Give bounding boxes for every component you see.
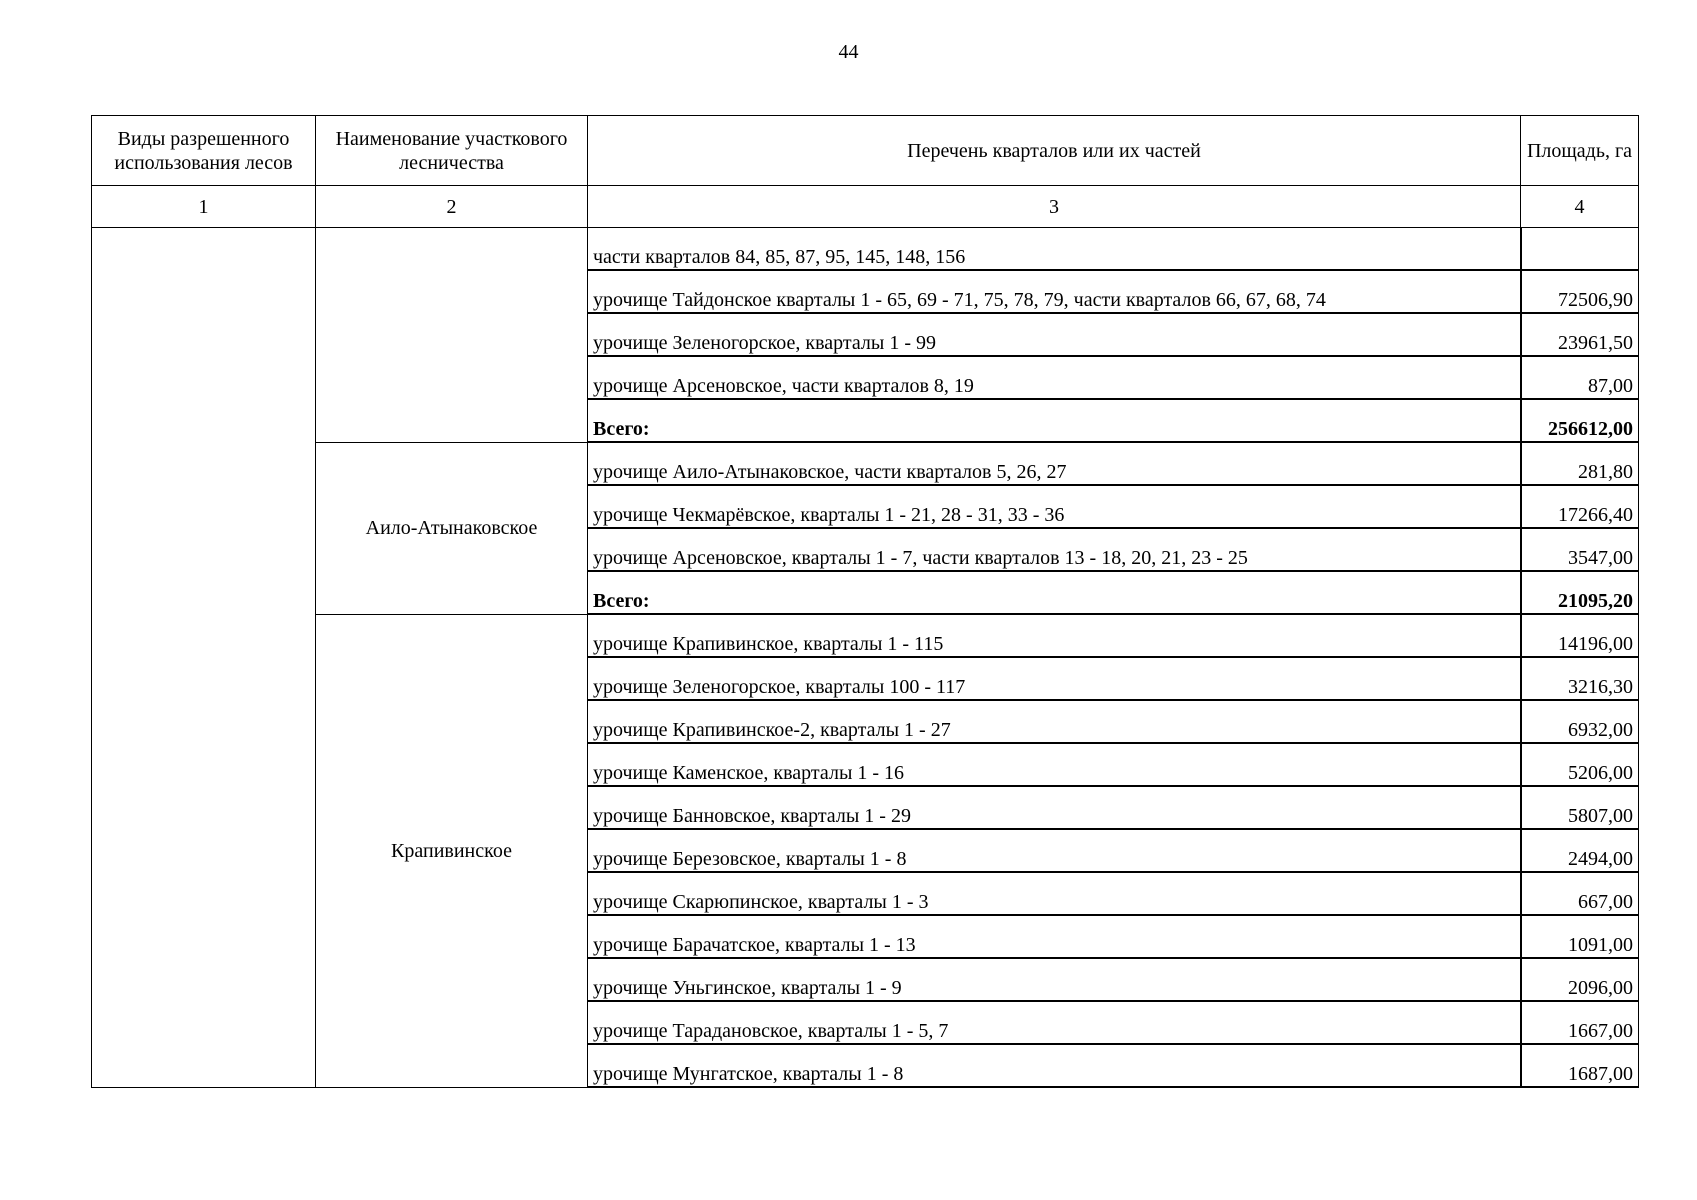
column-number: 1 (92, 186, 316, 228)
quarters-cell: урочище Барачатское, кварталы 1 - 13 (588, 915, 1521, 958)
area-cell: 1687,00 (1521, 1044, 1639, 1087)
area-cell: 281,80 (1521, 442, 1639, 485)
quarters-cell: урочище Крапивинское, кварталы 1 - 115 (588, 614, 1521, 657)
usage-type-cell (92, 228, 316, 1088)
area-cell: 5807,00 (1521, 786, 1639, 829)
quarters-cell: урочище Зеленогорское, кварталы 1 - 99 (588, 313, 1521, 356)
forestry-name-cell: Аило-Атынаковское (316, 442, 588, 614)
area-cell: 1091,00 (1521, 915, 1639, 958)
quarters-cell: урочище Аило-Атынаковское, части кварталов 5, 26, 27 (588, 442, 1521, 485)
area-cell: 72506,90 (1521, 270, 1639, 313)
column-number: 4 (1521, 186, 1639, 228)
forestry-name-cell (316, 228, 588, 443)
quarters-cell: урочище Арсеновское, части кварталов 8, 19 (588, 356, 1521, 399)
table-row (92, 614, 1639, 657)
area-cell: 6932,00 (1521, 700, 1639, 743)
quarters-cell: урочище Березовское, кварталы 1 - 8 (588, 829, 1521, 872)
area-cell: 17266,40 (1521, 485, 1639, 528)
total-area: 256612,00 (1521, 399, 1639, 442)
quarters-cell: урочище Чекмарёвское, кварталы 1 - 21, 28 - 31, 33 - 36 (588, 485, 1521, 528)
header-usage-type: Виды разрешенного использования лесов (92, 116, 316, 186)
area-cell: 1667,00 (1521, 1001, 1639, 1044)
quarters-cell: урочище Мунгатское, кварталы 1 - 8 (588, 1044, 1521, 1087)
column-number: 3 (588, 186, 1521, 228)
header-forestry-name: Наименование участкового лесничества (316, 116, 588, 186)
quarters-cell: части кварталов 84, 85, 87, 95, 145, 148, 156 (588, 228, 1521, 271)
quarters-cell: урочище Зеленогорское, кварталы 100 - 117 (588, 657, 1521, 700)
area-cell: 667,00 (1521, 872, 1639, 915)
area-cell: 5206,00 (1521, 743, 1639, 786)
page-number: 44 (838, 41, 859, 63)
quarters-cell: урочище Банновское, кварталы 1 - 29 (588, 786, 1521, 829)
area-cell: 87,00 (1521, 356, 1639, 399)
quarters-cell: урочище Тарадановское, кварталы 1 - 5, 7 (588, 1001, 1521, 1044)
area-cell: 2096,00 (1521, 958, 1639, 1001)
header-quarters-list: Перечень кварталов или их частей (588, 116, 1521, 186)
column-number-row (92, 186, 1639, 228)
quarters-cell: урочище Уньгинское, кварталы 1 - 9 (588, 958, 1521, 1001)
area-cell: 23961,50 (1521, 313, 1639, 356)
quarters-cell: урочище Тайдонское кварталы 1 - 65, 69 - 71, 75, 78, 79, части кварталов 66, 67, 68, 74 (588, 270, 1521, 313)
table-row (92, 228, 1639, 271)
area-cell: 3216,30 (1521, 657, 1639, 700)
area-cell: 14196,00 (1521, 614, 1639, 657)
total-label: Всего: (588, 571, 1521, 614)
area-cell (1521, 228, 1639, 271)
table-row (92, 442, 1639, 485)
total-area: 21095,20 (1521, 571, 1639, 614)
header-area: Площадь, га (1521, 116, 1639, 186)
table-header-row (92, 116, 1639, 186)
quarters-cell: урочище Арсеновское, кварталы 1 - 7, части кварталов 13 - 18, 20, 21, 23 - 25 (588, 528, 1521, 571)
area-cell: 3547,00 (1521, 528, 1639, 571)
forestry-name-cell: Крапивинское (316, 614, 588, 1087)
quarters-cell: урочище Скарюпинское, кварталы 1 - 3 (588, 872, 1521, 915)
table-body (92, 228, 1639, 1088)
forest-table (91, 115, 1639, 1088)
area-cell: 2494,00 (1521, 829, 1639, 872)
column-number: 2 (316, 186, 588, 228)
quarters-cell: урочище Крапивинское-2, кварталы 1 - 27 (588, 700, 1521, 743)
quarters-cell: урочище Каменское, кварталы 1 - 16 (588, 743, 1521, 786)
total-label: Всего: (588, 399, 1521, 442)
